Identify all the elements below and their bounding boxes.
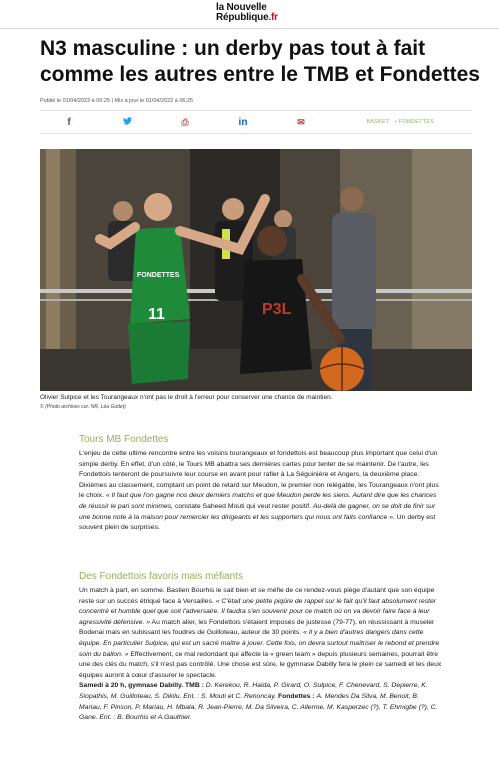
section1-heading: Tours MB Fondettes xyxy=(79,434,169,445)
article-tags xyxy=(362,119,434,125)
tag-fondettes[interactable]: • FONDETTES xyxy=(395,119,434,125)
section2-paragraph1: Un match à part, en somme. Bastien Bourhis le sait bien et se méfie de ce rendez-vous piège d'autant que son équipe reste sur un succès étriqué face à Versailles. « C'était une petite piqûre de rappel sur le fait qu'il faut absolument rester concentré et humble quel que soit l'adversaire. Il faudra s'en souvenir pour ce match où on va devoir faire face à leur agressivité défensive. » Au match aller, les Fondettois s'étaient imposés de justesse (79-77), en réussissant à museler Bodenai mais en subissant les foudres de Guilloteau, auteur de 30 points. « Il y a bien d'autres dangers dans cette équipe. En particulier Sulpice, qui est un sacré maître à jouer. Cette fois, on devra surtout maîtriser le rebond et prendre soin du ballon. » Effectivement, ce mal redondant qui affecte la « green team » depuis plusieurs semaines, pourrait être une des clés du match, s'il n'est pas contrôlé. Une chose est sûre, le gymnase Dabilly fera le plein ce samedi et les deux équipes auront à cœur d'assurer le spectacle. xyxy=(79,587,442,679)
logo-line1: la Nouvelle xyxy=(216,2,267,13)
lineup-paragraph: Samedi à 20 h, gymnase Dabilly. TMB : D. Kerekou, R. Haida, P. Girard, O. Sulpice, F. Chenevard, S. Depierre, K. Siopathis, M. Guilloteau, S. Dikilu. Ent. : S. Mouti et C. Renoncay. Fondettes : A. Mendes Da Silva, M. Benoit, B. Mariau, F. Pinson, P. Mariau, H. Mbala, R. Jean-Pierre, M. Da Silveira, C. Allerme, M. Kasperzec (?), T. Ehmigbe (?), C. Gane. Ent. : B. Bourhis et A.Gauthier. xyxy=(79,682,438,722)
section1-paragraph2: Dixièmes au classement, comptant un point de retard sur Meudon, le premier non relégable, les Tourangeaux n'ont plus le choix. « Il faut que l'on gagne nos deux derniers matchs et que Meudon perde les siens. Autant dire que les chances de réussir le pari sont minimes, constate Saheed Mouti qui veut rester positif. Au-delà de gagner, on se doit de finir sur une bonne note à la maison pour remercier les dirigeants et les supporters qui nous ont faits confiance ». Un derby est souvent plein de surprises. xyxy=(79,481,439,532)
black-jersey-number: P3L xyxy=(262,301,292,318)
tag-basket[interactable]: BASKET xyxy=(366,119,390,125)
facebook-share-icon[interactable]: f xyxy=(67,116,71,128)
section2-heading: Des Fondettois favoris mais méfiants xyxy=(79,571,243,582)
linkedin-share-icon[interactable]: in xyxy=(238,116,248,128)
masthead xyxy=(0,0,499,29)
share-bar xyxy=(40,110,472,134)
jersey-text: FONDETTES xyxy=(137,272,180,279)
print-icon[interactable]: ⎙ xyxy=(181,116,189,127)
mail-share-icon[interactable]: ✉ xyxy=(297,116,305,127)
twitter-share-icon[interactable] xyxy=(98,117,156,128)
section2-body xyxy=(79,586,443,724)
logo-line2: République.fr xyxy=(216,12,278,23)
article-title: N3 masculine : un derby pas tout à fait comme les autres entre le TMB et Fondettes xyxy=(40,37,480,86)
photo-credit: © (Photo archives cor. NR, Léa Godet) xyxy=(40,404,126,410)
publication-dates: Publié le 01/04/2022 à 06:25 | Mis à jour le 01/04/2022 à 06:25 xyxy=(40,98,194,104)
site-logo[interactable] xyxy=(216,3,278,23)
photo-caption: Olivier Sulpice et les Tourangeaux n'ont pas le droit à l'erreur pour conserver une chance de maintien. xyxy=(40,394,333,401)
basketball-scene-illustration xyxy=(40,149,472,391)
section1-body xyxy=(79,449,443,534)
section1-paragraph1: L'enjeu de cette ultime rencontre entre les voisins tourangeaux et fondettois est beaucoup plus important que celui d'un simple derby. En effet, d'un côté, le Tours MB abattra ses dernières cartes pour tenter de se maintenir. De l'autre, les Fondettois tenteront de poursuivre leur course en avant pour rafler à La Séguinière et Angers, la deuxième place. xyxy=(79,450,438,479)
article-photo xyxy=(40,149,472,391)
green-jersey-number: 11 xyxy=(148,306,165,323)
